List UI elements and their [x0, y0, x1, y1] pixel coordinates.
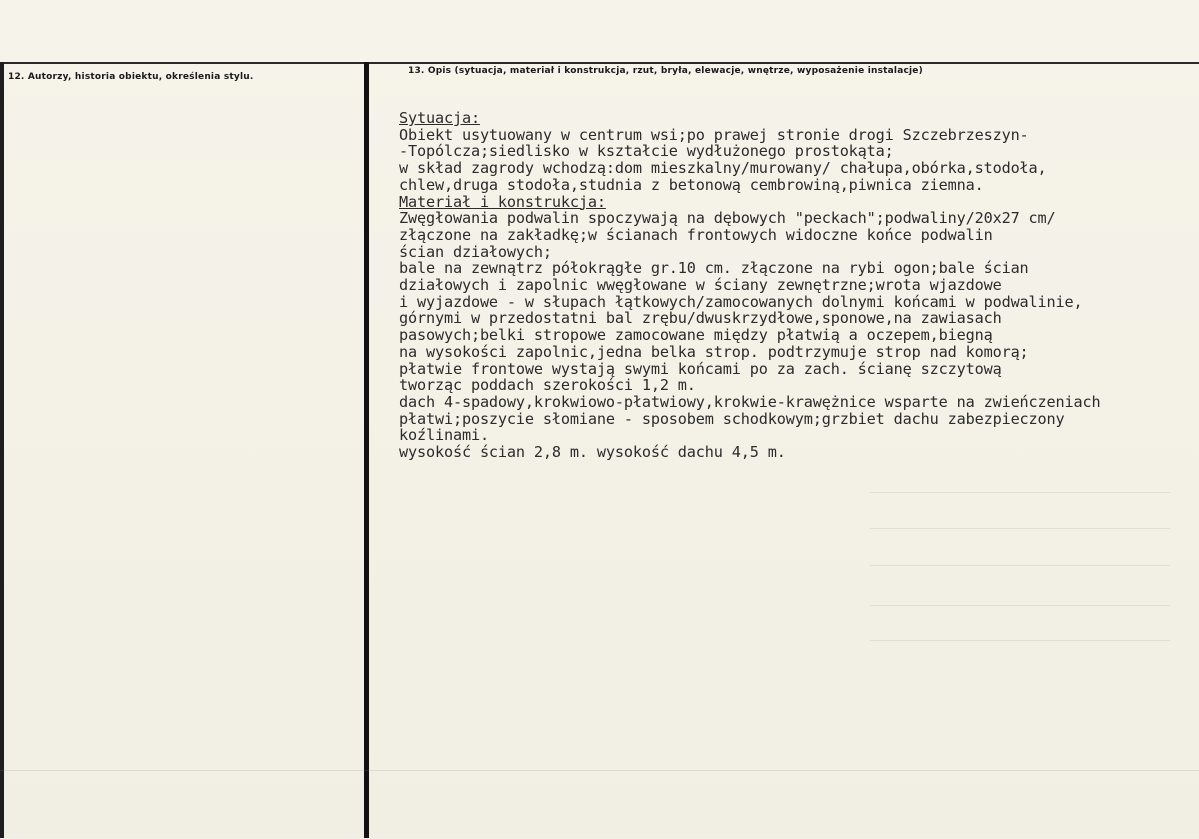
typed-line: wysokość ścian 2,8 m. wysokość dachu 4,5 m. [399, 443, 786, 462]
typed-line: i wyjazdowe - w słupach łątkowych/zamocowanych dolnymi końcami w podwalinie, [399, 292, 1083, 311]
bleed-through-line [870, 565, 1170, 566]
bleed-through-band [0, 770, 1199, 839]
typed-line: pasowych;belki stropowe zamocowane między płatwią a oczepem,biegną [399, 326, 993, 345]
typed-line: -Topólcza;siedlisko w kształcie wydłużonego prostokąta; [399, 142, 894, 161]
bleed-through-line [870, 492, 1170, 493]
field-12-header: 12. Autorzy, historia obiektu, określenia stylu. [8, 72, 254, 82]
typed-line: złączone na zakładkę;w ścianach frontowych widoczne końce podwalin [399, 225, 993, 244]
typed-line: tworząc poddach szerokości 1,2 m. [399, 376, 696, 395]
top-rule [0, 62, 1199, 64]
typed-line: na wysokości zapolnic,jedna belka strop. podtrzymuje strop nad komorą; [399, 342, 1029, 361]
left-edge-rule [0, 62, 4, 838]
column-divider [364, 62, 369, 838]
section-heading-material: Materiał i konstrukcja: [399, 192, 606, 211]
typed-line: bale na zewnątrz półokrągłe gr.10 cm. złączone na rybi ogon;bale ścian [399, 259, 1029, 278]
typed-line: płatwie frontowe wystają swymi końcami po za zach. ścianę szczytową [399, 359, 1002, 378]
typed-line: Zwęgłowania podwalin spoczywają na dębowych "peckach";podwaliny/20x27 cm/ [399, 209, 1056, 228]
typed-line: Obiekt usytuowany w centrum wsi;po prawej stronie drogi Szczebrzeszyn- [399, 125, 1029, 144]
typed-line: koźlinami. [399, 426, 489, 445]
typed-line: chlew,druga stodoła,studnia z betonową cembrowiną,piwnica ziemna. [399, 175, 984, 194]
typed-line: płatwi;poszycie słomiane - sposobem schodkowym;grzbiet dachu zabezpieczony [399, 409, 1065, 428]
bleed-through-line [870, 528, 1170, 529]
typed-line: dach 4-spadowy,krokwiowo-płatwiowy,krokwie-krawężnice wsparte na zwieńczeniach [399, 392, 1101, 411]
typed-line: ścian działowych; [399, 242, 552, 261]
bleed-through-line [870, 605, 1170, 606]
typed-line: w skład zagrody wchodzą:dom mieszkalny/murowany/ chałupa,obórka,stodoła, [399, 159, 1047, 178]
bleed-through-line [870, 640, 1170, 641]
field-13-description [399, 110, 1194, 461]
typed-line: działowych i zapolnic wwęgłowane w ściany zewnętrzne;wrota wjazdowe [399, 276, 1002, 295]
field-13-header: 13. Opis (sytuacja, materiał i konstrukcja, rzut, bryła, elewacje, wnętrze, wyposażenie instalacje) [408, 66, 923, 76]
section-heading-situation: Sytuacja: [399, 109, 480, 127]
typed-line: górnymi w przedostatni bal zrębu/dwuskrzydłowe,sponowe,na zawiasach [399, 309, 1002, 328]
